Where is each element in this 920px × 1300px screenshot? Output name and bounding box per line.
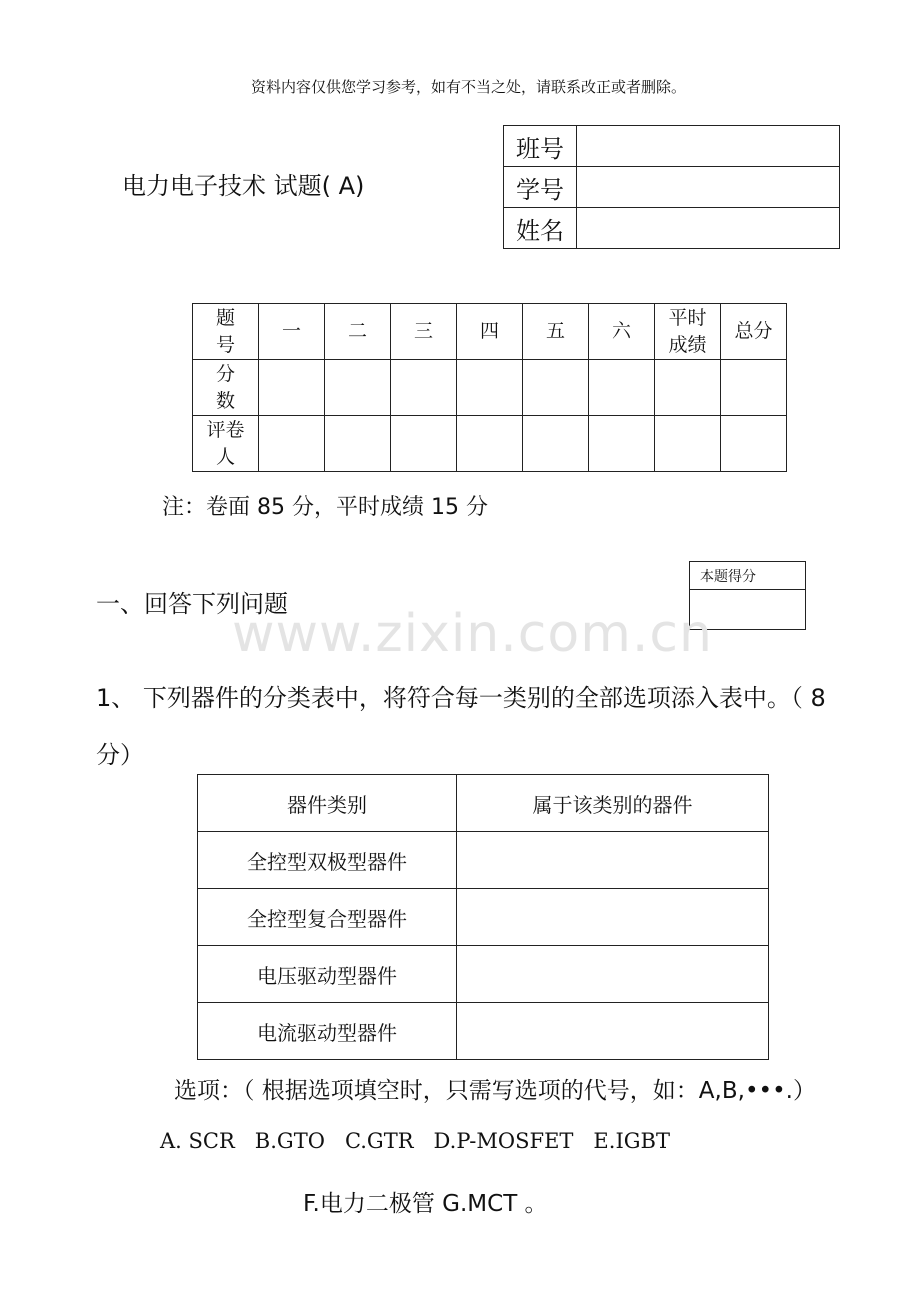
category-voltage-driven: 电压驱动型器件 [198,946,457,1003]
class-number-label: 班号 [504,126,577,167]
answer-cell[interactable] [457,832,769,889]
header-q2: 二 [325,304,391,360]
score-cell[interactable] [457,360,523,416]
header-q1: 一 [259,304,325,360]
classification-row [198,1003,769,1060]
score-row [193,360,787,416]
grader-cell[interactable] [655,416,721,472]
category-current-driven: 电流驱动型器件 [198,1003,457,1060]
classification-table [197,774,769,1060]
options-intro: 选项：（ 根据选项填空时，只需写选项的代号，如：A,B,•••.） [174,1078,816,1104]
student-id-field[interactable] [577,167,840,208]
category-full-controlled-bipolar: 全控型双极型器件 [198,832,457,889]
header-q3: 三 [391,304,457,360]
col-header-devices: 属于该类别的器件 [457,775,769,832]
section-score-label: 本题得分 [690,562,806,590]
header-total: 总分 [721,304,787,360]
grader-cell[interactable] [589,416,655,472]
score-table-header-row [193,304,787,360]
header-question-no: 题 号 [193,304,259,360]
header-q6: 六 [589,304,655,360]
score-cell[interactable] [259,360,325,416]
answer-cell[interactable] [457,946,769,1003]
student-info-row [504,167,840,208]
row-label-grader: 评卷 人 [193,416,259,472]
score-cell[interactable] [325,360,391,416]
options-list-line-1: A. SCR B.GTO C.GTR D.P-MOSFET E.IGBT [160,1129,670,1153]
answer-cell[interactable] [457,1003,769,1060]
watermark: www.zixin.com.cn [232,604,713,664]
grader-cell[interactable] [457,416,523,472]
student-info-row [504,126,840,167]
section-score-header-row [690,562,806,590]
score-summary-table [192,303,787,472]
score-cell[interactable] [391,360,457,416]
grader-cell[interactable] [523,416,589,472]
classification-row [198,946,769,1003]
score-cell[interactable] [523,360,589,416]
options-list-line-2: F.电力二极管 G.MCT 。 [303,1191,548,1217]
header-q4: 四 [457,304,523,360]
grader-cell[interactable] [721,416,787,472]
student-info-row [504,208,840,249]
class-number-field[interactable] [577,126,840,167]
classification-row [198,889,769,946]
name-label: 姓名 [504,208,577,249]
answer-cell[interactable] [457,889,769,946]
score-cell[interactable] [589,360,655,416]
student-info-table [503,125,840,249]
name-field[interactable] [577,208,840,249]
score-cell[interactable] [655,360,721,416]
grader-cell[interactable] [325,416,391,472]
classification-header-row [198,775,769,832]
exam-title: 电力电子技术 试题( A) [122,172,365,200]
question-1-text: 1、 下列器件的分类表中，将符合每一类别的全部选项添入表中。（ 8 [96,684,826,712]
score-note: 注：卷面 85 分，平时成绩 15 分 [162,495,488,520]
grader-cell[interactable] [391,416,457,472]
category-full-controlled-composite: 全控型复合型器件 [198,889,457,946]
grader-row [193,416,787,472]
grader-cell[interactable] [259,416,325,472]
col-header-category: 器件类别 [198,775,457,832]
score-cell[interactable] [721,360,787,416]
row-label-score: 分 数 [193,360,259,416]
section-heading: 一、回答下列问题 [96,590,288,618]
classification-row [198,832,769,889]
student-id-label: 学号 [504,167,577,208]
question-1-points: 分） [96,741,144,769]
header-regular-grade: 平时 成绩 [655,304,721,360]
copyright-notice: 资料内容仅供您学习参考，如有不当之处，请联系改正或者删除。 [251,78,687,96]
header-q5: 五 [523,304,589,360]
